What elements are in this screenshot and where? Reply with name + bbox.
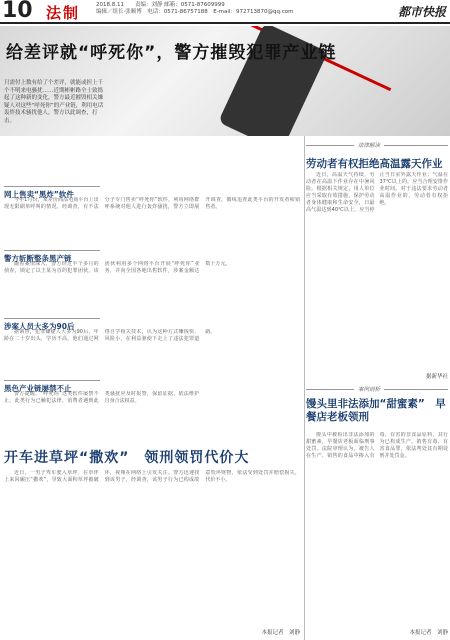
section-text-4	[4, 391, 300, 435]
right-para-1: 近日，高温天气持续，劳动者在高温下作业存在中暑风险。根据相关规定，用人单位应当采取有效措施，保护劳动者身体健康和生命安全，日最高气温达到40℃以上，应当停止当日室外露天作业；气温在37℃以上的，应当合理安排作业时间。对于违法要求劳动者高温作业的，劳动者有权拒绝。	[306, 172, 448, 213]
lead-teaser: 只需付上数有给了个差评，就能或担上千个不明来电骚扰……近期彬彬路全士致捣起了这种新的变化，警方最近摧毁相关嫌疑人对这些“呼死你”的产业链，利用电话轰炸技术骚扰他人，警方以此调查，打击。	[4, 80, 104, 124]
section-text-2	[4, 261, 300, 307]
lead-headline: 给差评就“呼死你”，警方摧毁犯罪产业链	[6, 43, 337, 63]
bottom-para: 近日，一男子驾车驶入草坪，在草坪上来回碾压“撒欢”，导致大面积草坪被破坏，视频在网络上引发关注。警方迅速找到该男子，经调查，该男子行为已构成故意毁坏财物，依法受到处罚并赔偿损失，代价不小。	[4, 470, 300, 483]
right-label-2	[306, 384, 448, 394]
bottom-headline: 开车进草坪“撒欢” 领刑领罚代价大	[4, 450, 250, 466]
right-headline-1: 劳动者有权拒绝高温露天作业	[306, 158, 443, 170]
section-head-3: 涉案人员大多为90后	[4, 318, 100, 332]
section-para-2: 随着案情深入，警方经过半个多月的侦查，锁定了以王某为首的犯罪团伙，该团伙利用多个网络平台开展“呼死你”业务，并向全国各地出售软件，涉案金额达数十万元。	[4, 261, 231, 274]
right-label-1-text: 法律解读	[354, 141, 384, 149]
right-byline-1: 据新华社	[425, 374, 448, 380]
masthead	[0, 0, 450, 24]
right-byline-2: 本报记者 刘静	[409, 630, 448, 636]
section-head-2: 警方斩断整条黑产链	[4, 250, 100, 264]
page-number: 10	[2, 0, 33, 23]
bottom-byline: 本报记者 刘静	[261, 630, 300, 636]
bottom-text	[4, 470, 300, 625]
section-para-1: 今年1月份，某差价商品电商平台上出现无限刷单呼叫的情况，经调查，有不法分子专门售卖“呼死你”软件，利用网络群呼系统对他人进行轰炸骚扰，警方立即展开调查，循线追查此类平台的开发者和销售者。	[4, 197, 300, 210]
section-text-3	[4, 329, 300, 375]
meta-line-2: 编辑／组长·张顺博 电话：0571-86757188 E-mail：972713870@qq.com	[96, 9, 294, 15]
section-head-4: 黑色产业链屡禁不止	[4, 380, 100, 394]
right-text-1	[306, 172, 448, 372]
section-name: 法制	[46, 4, 81, 22]
right-label-1	[306, 140, 448, 150]
right-headline-2: 馒头里非法添加“甜蜜素” 早餐店老板领刑	[306, 398, 446, 423]
right-label-2-text: 案例剖析	[354, 385, 384, 393]
right-para-2: 馒头中被检出非法添加的甜蜜素，早餐店老板面临刑事处罚。法院审理认为，被告人在生产、销售的食品中掺入有毒、有害的非食品原料，其行为已构成生产、销售有毒、有害食品罪，依法判处其有期徒刑并处罚金。	[306, 432, 448, 459]
masthead-meta	[96, 2, 293, 16]
meta-line-1: 2018.8.11 责编：刘静 邮箱：0571-87609999	[96, 2, 225, 8]
section-head-1: 网上售卖“黑炸”软件	[4, 186, 100, 200]
right-text-2	[306, 432, 448, 624]
section-text-1	[4, 197, 300, 243]
section-para-4: 警方提醒，“呼死你”这类软件屡禁不止，此类行为已触犯法律，消费者遇到此类骚扰应及时报警，保留证据，依法维护自身合法权益。	[4, 391, 200, 404]
section-para-3: 据调查，犯罪嫌疑人大多为90后，年龄在二十岁出头，学历不高，他们通过网络自学相关技术，认为这种方式赚钱快，风险小，在利益驱使下走上了违法犯罪道路。	[4, 329, 216, 342]
paper-logo: 都市快报	[397, 5, 446, 19]
